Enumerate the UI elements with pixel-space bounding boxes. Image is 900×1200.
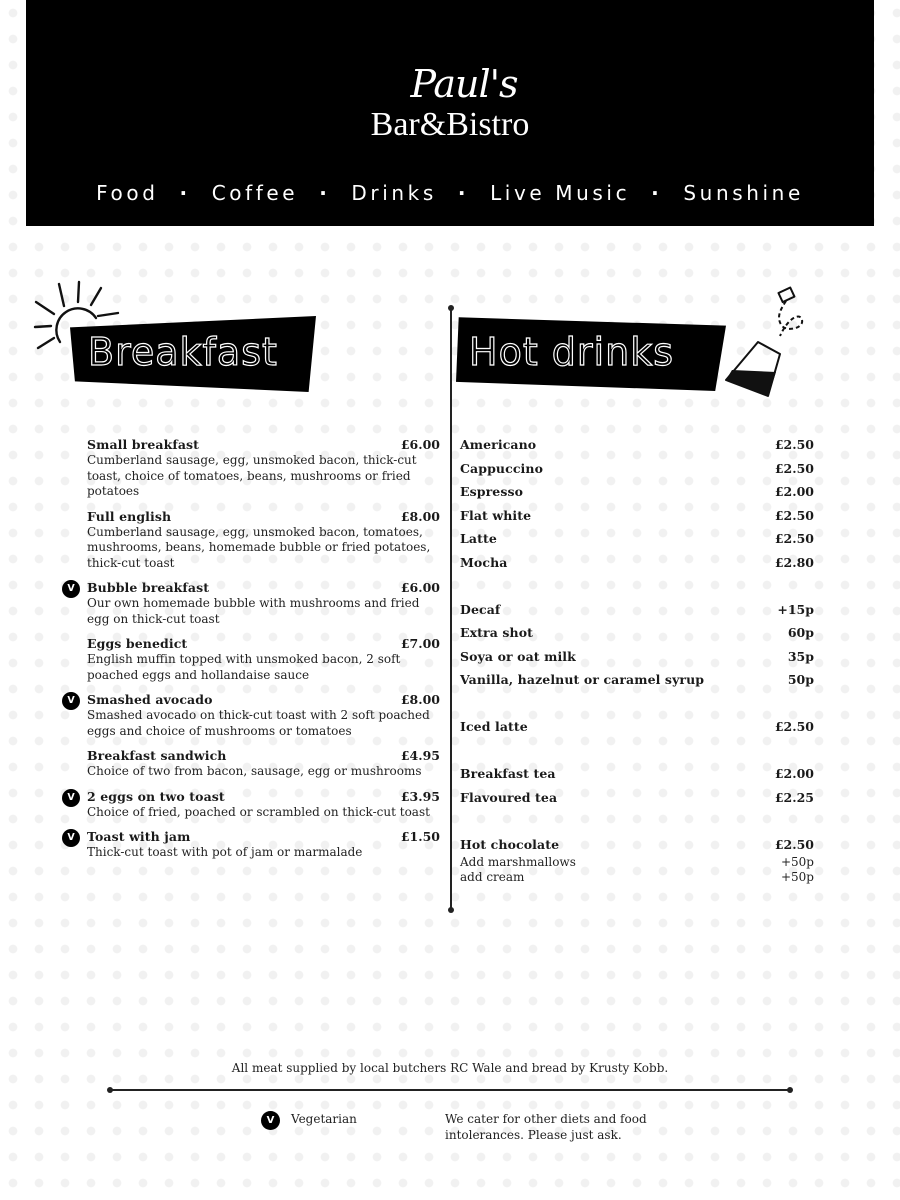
item-price: 50p bbox=[787, 672, 814, 687]
item-price: £2.00 bbox=[774, 484, 814, 499]
item-price: £3.95 bbox=[400, 788, 440, 804]
tagline-live-music: Live Music bbox=[490, 181, 631, 205]
item-name: Latte bbox=[460, 531, 497, 546]
vegetarian-badge: V bbox=[62, 580, 80, 598]
item-price: 35p bbox=[787, 648, 814, 664]
tagline-sunshine: Sunshine bbox=[683, 181, 804, 205]
item-desc: English muffin topped with unsmoked bacon, 2 soft poached eggs and hollandaise sauce bbox=[87, 652, 401, 682]
item-price: £2.50 bbox=[774, 719, 814, 734]
item-desc: Thick-cut toast with pot of jam or marmalade bbox=[87, 845, 363, 859]
item-price: 60p bbox=[787, 625, 814, 640]
item-desc: Choice of two from bacon, sausage, egg or mushrooms bbox=[87, 764, 422, 778]
list-item bbox=[87, 748, 440, 780]
item-name: Soya or oat milk bbox=[460, 648, 576, 664]
tagline-separator: · bbox=[457, 181, 470, 205]
vegetarian-badge: V bbox=[62, 829, 80, 847]
list-item bbox=[460, 602, 814, 626]
list-item bbox=[460, 790, 814, 814]
item-name: 2 eggs on two toast bbox=[87, 788, 225, 804]
hot-drinks-menu bbox=[460, 437, 814, 886]
list-item bbox=[460, 649, 814, 673]
vegetarian-label: Vegetarian bbox=[291, 1112, 357, 1126]
item-name: Breakfast sandwich bbox=[87, 748, 227, 763]
footer-divider bbox=[110, 1089, 790, 1091]
tagline-separator: · bbox=[319, 181, 331, 205]
list-item bbox=[67, 580, 440, 627]
logo-script: Paul's bbox=[410, 62, 518, 106]
item-price: £4.95 bbox=[400, 748, 440, 763]
item-price: £2.00 bbox=[774, 766, 814, 781]
item-price: £8.00 bbox=[400, 692, 440, 707]
logo-main: Bar&Bistro bbox=[370, 106, 530, 143]
item-price: £2.80 bbox=[774, 554, 814, 570]
tagline-separator: · bbox=[179, 181, 191, 205]
list-item bbox=[460, 461, 814, 485]
list-item bbox=[460, 625, 814, 649]
item-price: £2.50 bbox=[774, 460, 814, 476]
item-name: Small breakfast bbox=[87, 437, 200, 452]
vegetarian-badge: V bbox=[62, 789, 80, 807]
item-price: £2.50 bbox=[774, 836, 814, 852]
breakfast-menu bbox=[67, 437, 440, 870]
item-price: £6.00 bbox=[400, 437, 440, 452]
item-name: Eggs benedict bbox=[87, 636, 188, 651]
list-item bbox=[460, 531, 814, 555]
list-item bbox=[460, 855, 814, 871]
supply-note: All meat supplied by local butchers RC Wale and bread by Krusty Kobb. bbox=[231, 1061, 669, 1075]
item-price: £2.50 bbox=[774, 507, 814, 523]
item-name: Full english bbox=[87, 508, 172, 524]
item-price: £6.00 bbox=[400, 580, 440, 595]
tagline-food: Food bbox=[96, 181, 159, 205]
list-item bbox=[87, 437, 440, 500]
item-name: Bubble breakfast bbox=[87, 580, 210, 595]
list-item bbox=[67, 788, 440, 821]
item-name: Espresso bbox=[460, 484, 524, 499]
item-name: Hot chocolate bbox=[460, 836, 560, 852]
item-price: £2.50 bbox=[774, 531, 814, 546]
list-item bbox=[460, 555, 814, 579]
list-item bbox=[460, 437, 814, 461]
vegetarian-badge: V bbox=[261, 1111, 280, 1130]
tagline bbox=[26, 181, 874, 205]
list-item bbox=[460, 672, 814, 696]
item-desc: Cumberland sausage, egg, unsmoked bacon, tomatoes, mushrooms, beans, homemade bubble or fried potatoes, thick-cut toast bbox=[87, 524, 431, 570]
item-name: Breakfast tea bbox=[460, 766, 556, 781]
tagline-drinks: Drinks bbox=[351, 181, 437, 205]
item-price: £8.00 bbox=[400, 508, 440, 524]
item-price: £7.00 bbox=[400, 636, 440, 651]
item-price: £2.25 bbox=[774, 789, 814, 805]
item-name: Flavoured tea bbox=[460, 789, 558, 805]
item-name: Flat white bbox=[460, 507, 532, 523]
item-name: Mocha bbox=[460, 554, 508, 570]
header bbox=[26, 0, 874, 226]
item-name: Smashed avocado bbox=[87, 692, 213, 707]
item-price: £1.50 bbox=[400, 829, 440, 844]
list-item bbox=[87, 509, 440, 572]
teabag-icon bbox=[718, 284, 818, 404]
item-name: Extra shot bbox=[460, 625, 534, 640]
list-item bbox=[87, 636, 440, 683]
extra-price: +50p bbox=[780, 854, 814, 869]
extra-price: +50p bbox=[780, 870, 814, 884]
item-name: Cappuccino bbox=[460, 460, 544, 476]
breakfast-title: Breakfast bbox=[88, 330, 278, 374]
item-desc: Our own homemade bubble with mushrooms and fried egg on thick-cut toast bbox=[87, 596, 420, 626]
list-item bbox=[460, 719, 814, 743]
item-desc: Choice of fried, poached or scrambled on thick-cut toast bbox=[87, 804, 430, 819]
list-item bbox=[460, 508, 814, 532]
item-name: Iced latte bbox=[460, 719, 528, 734]
item-desc: Smashed avocado on thick-cut toast with 2 soft poached eggs and choice of mushrooms or tomatoes bbox=[87, 708, 430, 738]
tagline-coffee: Coffee bbox=[211, 181, 299, 205]
column-divider bbox=[450, 308, 452, 910]
item-name: Decaf bbox=[460, 601, 501, 617]
list-item bbox=[460, 837, 814, 855]
hot-drinks-title: Hot drinks bbox=[469, 330, 674, 374]
item-name: Americano bbox=[460, 437, 537, 452]
item-name: Vanilla, hazelnut or caramel syrup bbox=[460, 672, 705, 687]
vegetarian-badge: V bbox=[62, 692, 80, 710]
item-price: £2.50 bbox=[774, 437, 814, 452]
diets-note: We cater for other diets and food intolerances. Please just ask. bbox=[445, 1112, 647, 1142]
item-name: Toast with jam bbox=[87, 829, 191, 844]
item-desc: Cumberland sausage, egg, unsmoked bacon, thick-cut toast, choice of tomatoes, beans, mushrooms or fried potatoes bbox=[87, 453, 417, 498]
item-price: +15p bbox=[777, 601, 814, 617]
list-item bbox=[67, 829, 440, 861]
list-item bbox=[67, 692, 440, 739]
extra-name: Add marshmallows bbox=[460, 854, 576, 869]
list-item bbox=[460, 766, 814, 790]
tagline-separator: · bbox=[651, 181, 663, 205]
list-item bbox=[460, 870, 814, 886]
list-item bbox=[460, 484, 814, 508]
extra-name: add cream bbox=[460, 870, 525, 884]
